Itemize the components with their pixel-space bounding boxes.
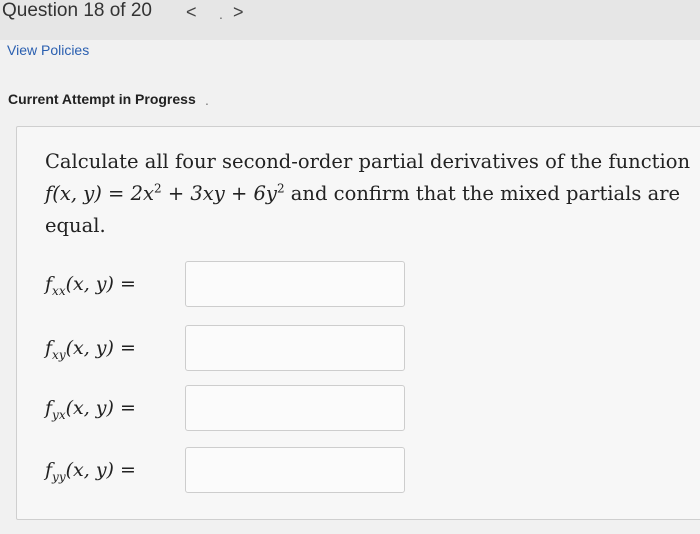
previous-question-icon[interactable]: <	[186, 2, 197, 22]
fyx-answer-input[interactable]	[185, 385, 405, 431]
next-question-icon[interactable]: >	[233, 2, 244, 22]
function-lhs: f(x, y) = 2x	[45, 182, 154, 205]
fyy-label: $f_{yy}(x$, y) =	[45, 459, 136, 484]
fyx-row	[45, 385, 385, 433]
fyy-row	[45, 447, 385, 495]
question-counter: Question 18 of 20	[2, 0, 152, 21]
attempt-status-dot: .	[205, 92, 209, 108]
fxy-label: $f_{xy}(x$, y) =	[45, 337, 136, 362]
top-bar	[0, 0, 700, 40]
question-prompt	[45, 146, 695, 242]
function-tail: and confirm that the mixed partials are equal.	[45, 182, 681, 237]
fxy-row	[45, 325, 385, 373]
fyy-answer-input[interactable]	[185, 447, 405, 493]
question-intro: Calculate all four second-order partial derivatives of the function	[45, 150, 691, 173]
exponent-x: 2	[153, 181, 162, 196]
function-mid: + 3xy + 6y	[161, 182, 277, 205]
fxx-answer-input[interactable]	[185, 261, 405, 307]
exponent-y: 2	[276, 181, 285, 196]
view-policies-link[interactable]: View Policies	[7, 42, 90, 58]
fyx-label: $f_{yx}(x$, y) =	[45, 397, 136, 422]
nav-separator: .	[219, 6, 223, 22]
question-card	[16, 126, 700, 520]
fxx-label: $f_{xx}(x$, y) =	[45, 273, 136, 298]
fxx-row	[45, 261, 385, 309]
attempt-status: Current Attempt in Progress	[8, 91, 196, 107]
fxy-answer-input[interactable]	[185, 325, 405, 371]
